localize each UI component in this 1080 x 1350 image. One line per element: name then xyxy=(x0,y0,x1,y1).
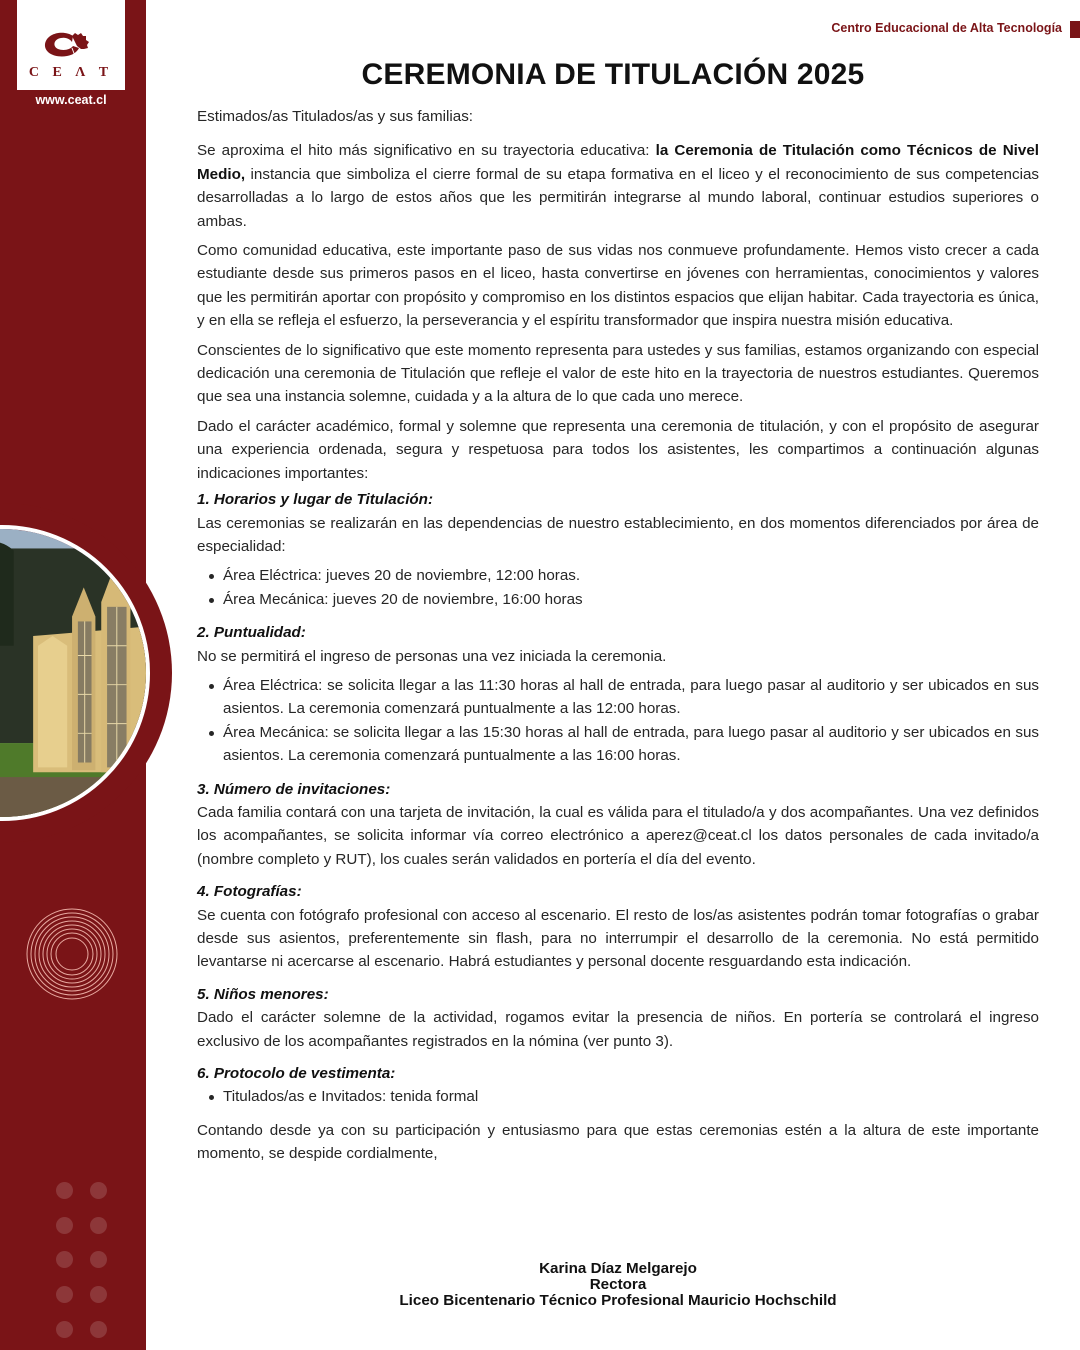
section-title: 2. Puntualidad: xyxy=(197,624,306,642)
signature-block xyxy=(197,1261,1039,1309)
section-title: 5. Niños menores: xyxy=(197,985,329,1003)
header-accent-square xyxy=(1070,21,1080,38)
bullet-list xyxy=(197,674,1039,768)
section-schedule xyxy=(197,488,1039,611)
section-text: Las ceremonias se realizarán en las dependencias de nuestro establecimiento, en dos momentos diferenciados por área de especialidad: xyxy=(197,514,1039,555)
section-dress-code xyxy=(197,1062,1039,1109)
section-punctuality xyxy=(197,621,1039,767)
dot xyxy=(90,1321,107,1338)
section-children xyxy=(197,983,1039,1053)
page-title: CEREMONIA DE TITULACIÓN 2025 xyxy=(361,58,865,91)
letter-body xyxy=(197,105,1039,1172)
dot xyxy=(56,1321,73,1338)
dot xyxy=(90,1286,107,1303)
closing-paragraph: Contando desde ya con su participación y entusiasmo para que estas ceremonias estén a la altura de este importante momento, se despide cordialmente, xyxy=(197,1121,1039,1163)
bullet-list xyxy=(197,1085,1039,1108)
bullet-list xyxy=(197,564,1039,611)
section-text: Se cuenta con fotógrafo profesional con acceso al escenario. El resto de los/as asistentes podrán tomar fotografías o grabar desde sus asientos, preferentemente sin flash, para no interrumpir el desarrollo de la ceremonia. No está permitido levantarse ni acercarse al escenario. Habrá estudiantes y personal docente resguardando esta indicación. xyxy=(197,906,1039,971)
dot xyxy=(90,1251,107,1268)
website-url[interactable]: www.ceat.cl xyxy=(35,93,107,107)
organization-name: Centro Educacional de Alta Tecnología xyxy=(831,21,1062,35)
dot xyxy=(90,1182,107,1199)
dot xyxy=(56,1217,73,1234)
intro-paragraph xyxy=(197,139,1039,233)
dot xyxy=(56,1286,73,1303)
intro-rest: instancia que simboliza el cierre formal de su etapa formativa en el liceo y el reconocimiento de sus competencias desarrolladas a lo largo de estos años que les permitirán integrarse al mundo laboral, continuar estudios superiores o ambas. xyxy=(197,165,1039,230)
section-invitations xyxy=(197,778,1039,872)
paragraph: Conscientes de lo significativo que este momento representa para ustedes y sus familias, estamos organizando con especial dedicación una ceremonia de Titulación que refleje el valor de este hito en la trayectoria de nuestros estudiantes. Queremos que sea una instancia solemne, cuidada y a la altura de lo que cada uno merece. xyxy=(197,341,1039,406)
section-text: Cada familia contará con una tarjeta de invitación, la cual es válida para el titulado/a y dos acompañantes. Una vez definidos los acompañantes, se solicita informar vía correo electrónico a aperez@ceat.cl los datos personales de cada invitado/a (nombre completo y RUT), los cuales serán validados en portería el día del evento. xyxy=(197,803,1039,868)
intro-lead: Se aproxima el hito más significativo en su trayectoria educativa: xyxy=(197,142,656,160)
dot xyxy=(56,1182,73,1199)
section-title: 3. Número de invitaciones: xyxy=(197,780,391,798)
signatory-role: Rectora xyxy=(589,1276,647,1293)
ceat-logo xyxy=(17,0,125,90)
section-title: 1. Horarios y lugar de Titulación: xyxy=(197,491,434,509)
list-item: Área Eléctrica: se solicita llegar a las 11:30 horas al hall de entrada, para luego pasar al auditorio y ser ubicados en sus asientos. La ceremonia comenzará puntualmente a las 12:00 horas. xyxy=(223,674,1039,721)
ceat-logo-icon xyxy=(17,0,125,90)
list-item: Área Eléctrica: jueves 20 de noviembre, 12:00 horas. xyxy=(223,564,1039,587)
list-item: Área Mecánica: se solicita llegar a las 15:30 horas al hall de entrada, para luego pasar al auditorio y ser ubicados en sus asientos. La ceremonia comenzará puntualmente a las 16:00 horas. xyxy=(223,721,1039,768)
greeting: Estimados/as Titulados/as y sus familias: xyxy=(197,108,474,125)
section-text: No se permitirá el ingreso de personas una vez iniciada la ceremonia. xyxy=(197,647,667,665)
section-title: 4. Fotografías: xyxy=(197,883,302,901)
concentric-circles-decoration xyxy=(26,908,118,1000)
dot xyxy=(56,1251,73,1268)
sidebar xyxy=(0,0,146,1350)
list-item: Titulados/as e Invitados: tenida formal xyxy=(223,1085,1039,1108)
section-text: Dado el carácter solemne de la actividad, rogamos evitar la presencia de niños. En portería se controlará el ingreso exclusivo de los acompañantes registrados en la nómina (ver punto 3). xyxy=(197,1009,1039,1050)
dot xyxy=(90,1217,107,1234)
intro-highlight: la Ceremonia de Titulación como Técnicos de Nivel Medio, xyxy=(197,142,1039,183)
section-title: 6. Protocolo de vestimenta: xyxy=(197,1065,396,1083)
list-item: Área Mecánica: jueves 20 de noviembre, 16:00 horas xyxy=(223,588,1039,611)
paragraph: Como comunidad educativa, este importante paso de sus vidas nos conmueve profundamente. Hemos visto crecer a cada estudiante desde sus primeros pasos en el liceo, hasta convertirse en jóvenes con herramientas, conocimientos y valores que les permitirán aportar con propósito y compromiso en los distintos espacios que elijan habitar. Cada trayectoria es única, y en ella se refleja el esfuerzo, la perseverancia y el espíritu transformador que inspira nuestra misión educativa. xyxy=(197,242,1039,330)
signatory-institution: Liceo Bicentenario Técnico Profesional Mauricio Hochschild xyxy=(399,1292,837,1309)
section-photography xyxy=(197,880,1039,974)
logo-text: C E Λ T xyxy=(28,65,114,80)
signatory-name: Karina Díaz Melgarejo xyxy=(539,1260,697,1277)
paragraph: Dado el carácter académico, formal y solemne que representa una ceremonia de titulación, y con el propósito de asegurar una experiencia ordenada, segura y respetuosa para todos los asistentes, les compartimos a continuación algunas indicaciones importantes: xyxy=(197,417,1039,482)
